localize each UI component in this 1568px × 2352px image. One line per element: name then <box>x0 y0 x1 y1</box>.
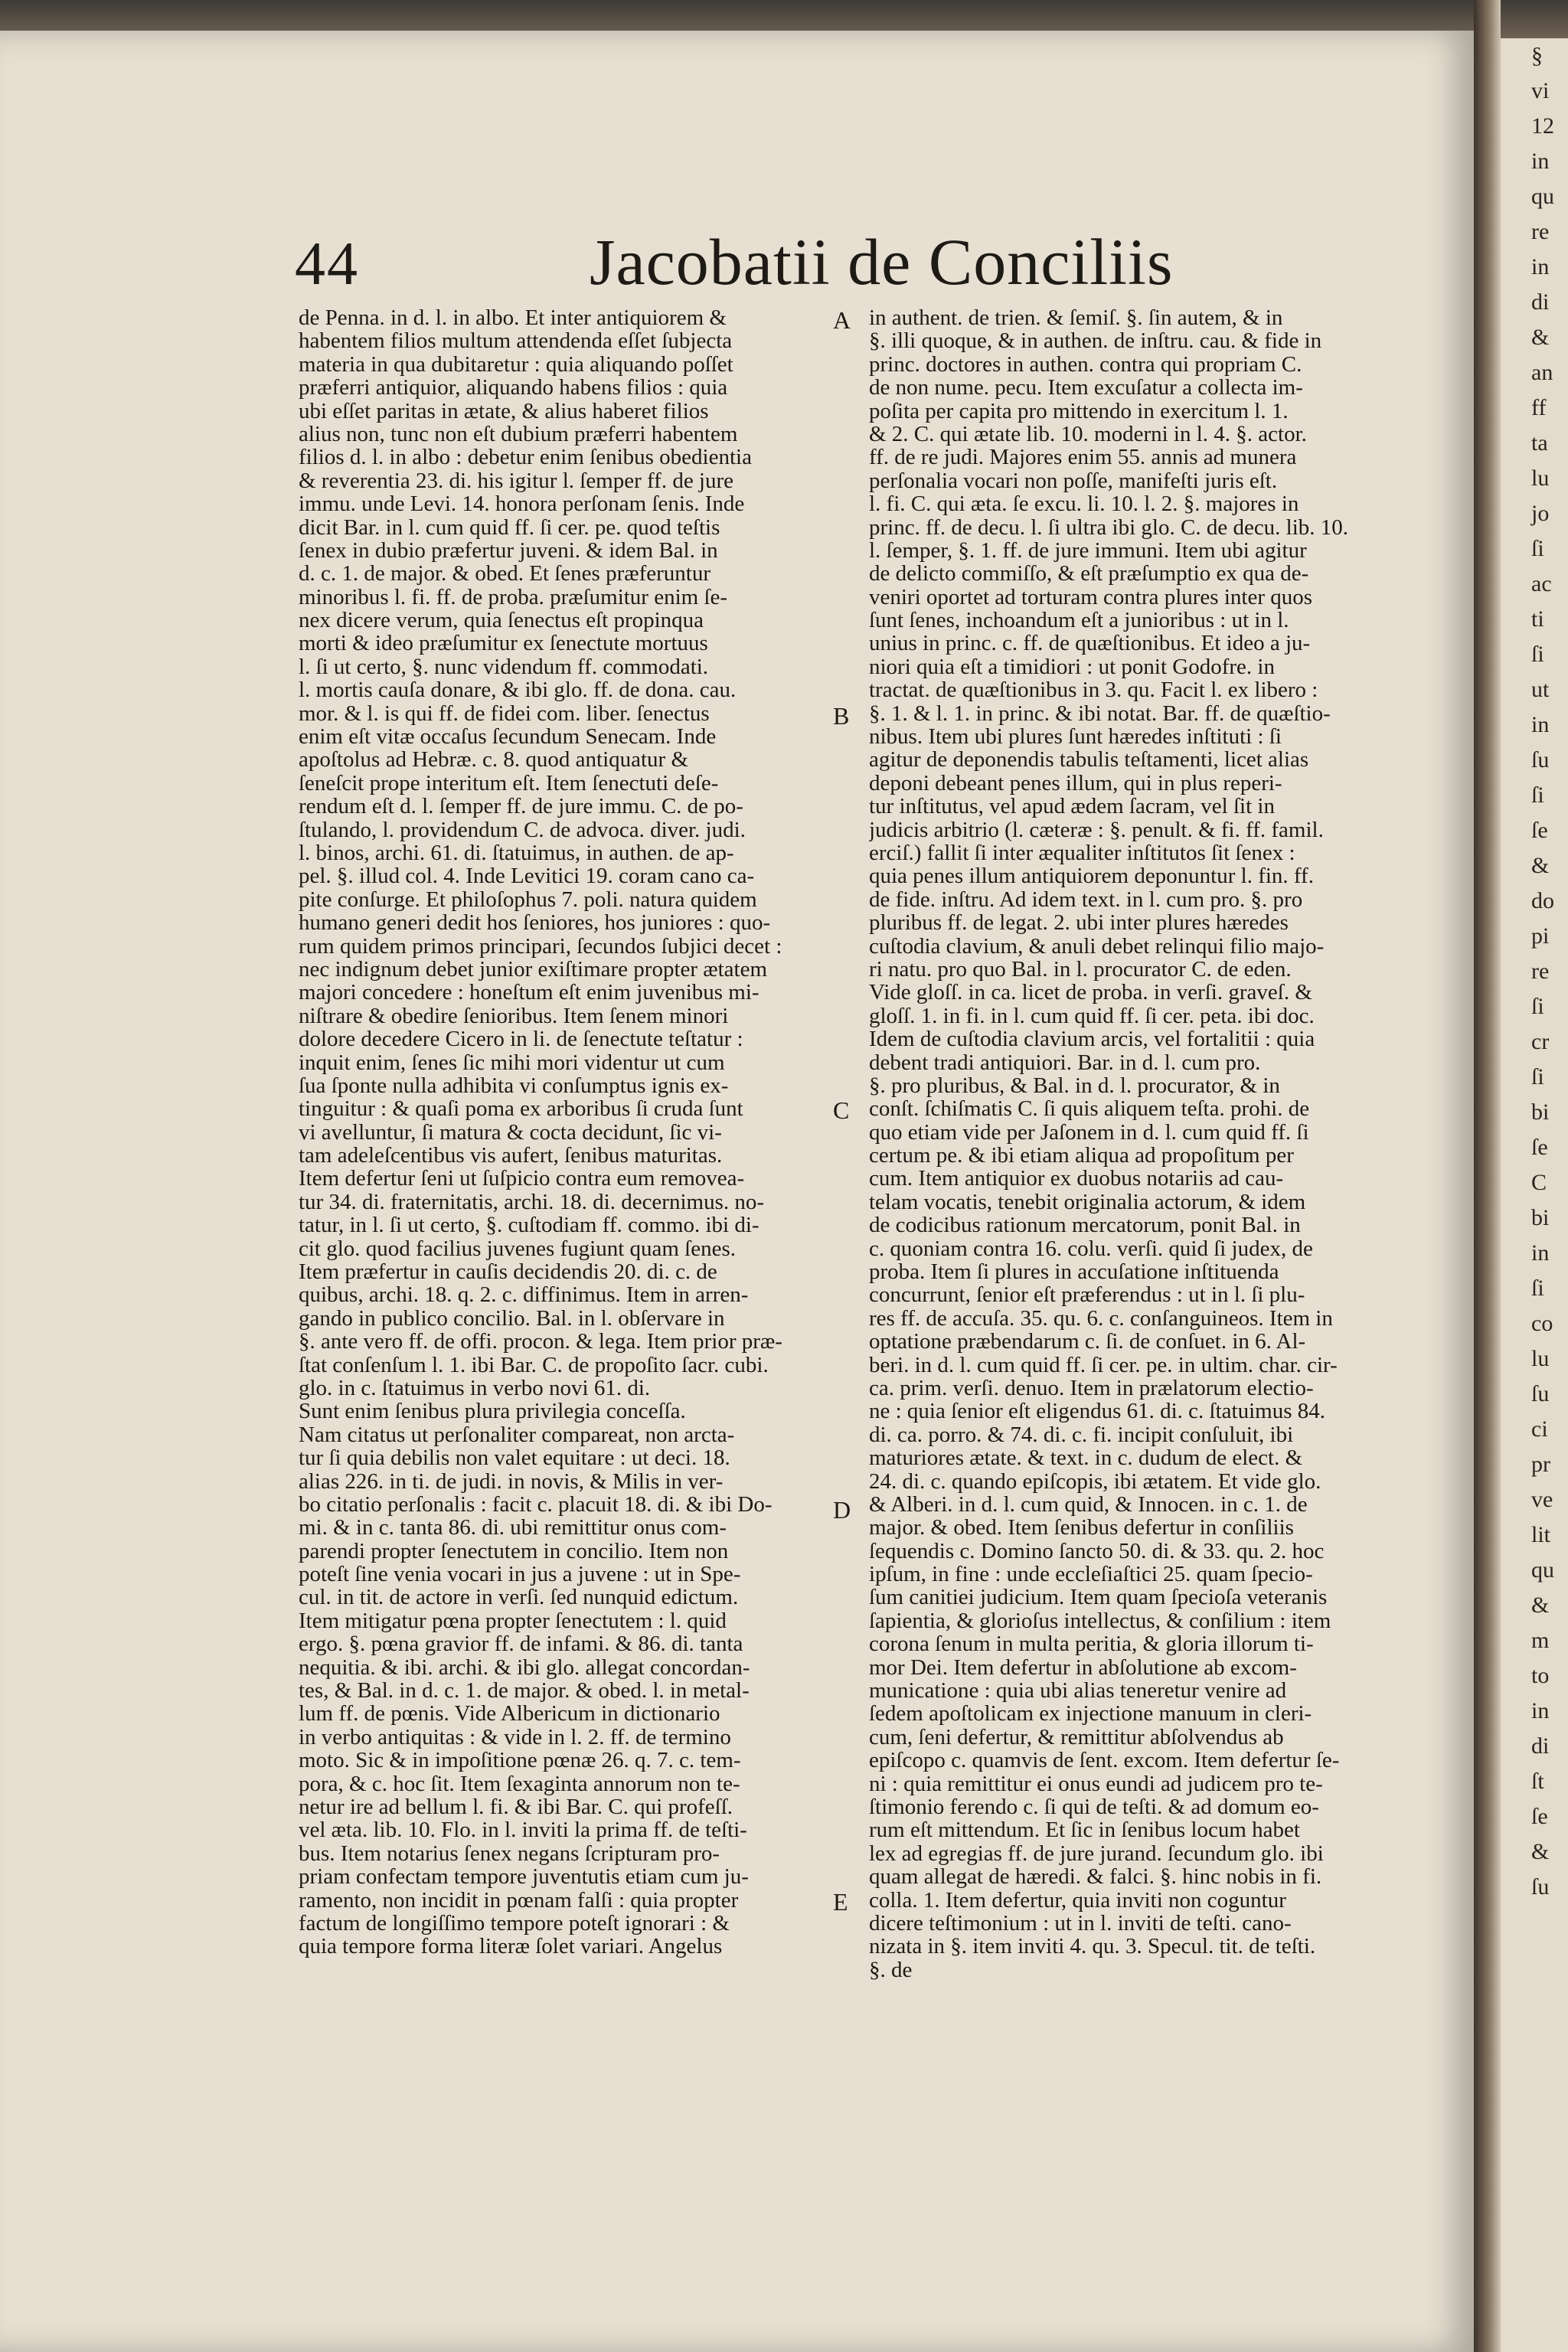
text-line: 24. di. c. quando epiſcopis, ibi ætatem. Et vide glo. <box>869 1469 1321 1493</box>
facing-page-fragment: di <box>1531 1733 1550 1759</box>
text-line: mi. & in c. tanta 86. di. ubi remittitur onus com- <box>299 1516 727 1540</box>
text-line: §. pro pluribus, & Bal. in d. l. procurator, & in <box>869 1073 1280 1098</box>
text-line: princ. ff. de decu. l. ſi ultra ibi glo. C. de decu. lib. 10. <box>869 515 1349 539</box>
text-line: nec indignum debet junior exiſtimare propter ætatem <box>299 957 768 982</box>
text-line: optatione præbendarum c. ſi. de conſuet. in 6. Al- <box>869 1330 1306 1354</box>
text-line: telam vocatis, tenebit originalia actorum, & idem <box>869 1190 1306 1214</box>
facing-page-fragment: cr <box>1531 1029 1550 1054</box>
text-line: vel æta. lib. 10. Flo. in l. inviti la prima ff. de teſti- <box>299 1818 747 1842</box>
margin-letter-e: E <box>833 1888 848 1916</box>
text-line: ſum canitiei judicium. Item quam ſpecioſa veteranis <box>869 1586 1328 1609</box>
text-line: tur 34. di. fraternitatis, archi. 18. di. decernimus. no- <box>299 1190 765 1214</box>
facing-page-fragment: ſi <box>1531 1276 1544 1301</box>
margin-letter-b: B <box>833 702 850 730</box>
text-line: di. ca. porro. & 74. di. c. fi. incipit conſuluit, ibi <box>869 1423 1294 1447</box>
text-line: parendi propter ſenectutem in concilio. Item non <box>299 1539 729 1563</box>
right-text-column <box>869 306 1401 1981</box>
text-line: de Penna. in d. l. in albo. Et inter antiquiorem & <box>299 306 727 330</box>
facing-page-fragment: qu <box>1531 1557 1554 1583</box>
text-line: de fide. inſtru. Ad idem text. in l. cum pro. §. pro <box>869 887 1303 912</box>
text-line: perſonalia vocari non poſſe, manifeſti juris eſt. <box>869 469 1278 493</box>
text-line: proba. Item ſi plures in accuſatione inſtituenda <box>869 1260 1279 1284</box>
text-line: ſunt ſenes, inchoandum eſt a junioribus : ut in l. <box>869 609 1289 632</box>
text-line: cuſtodia clavium, & anuli debet relinqui filio majo- <box>869 934 1325 958</box>
text-line: immu. unde Levi. 14. honora perſonam ſenis. Inde <box>299 492 745 516</box>
text-line: quia penes illum antiquiorem deponuntur l. fin. ff. <box>869 864 1314 888</box>
text-line: pel. §. illud col. 4. Inde Levitici 19. coram cano ca- <box>299 864 755 888</box>
text-line: & Alberi. in d. l. cum quid, & Innocen. in c. 1. de <box>869 1492 1308 1517</box>
text-line: cul. in tit. de actore in verſi. ſed nunquid edictum. <box>299 1586 739 1609</box>
text-line: quia tempore forma literæ ſolet variari. Angelus <box>299 1935 723 1958</box>
text-line: §. 1. & l. 1. in princ. & ibi notat. Bar. ff. de quæſtio- <box>869 701 1331 726</box>
facing-page-fragment: ſi <box>1531 642 1544 667</box>
text-line: Item mitigatur pœna propter ſenectutem : l. quid <box>299 1609 727 1633</box>
text-line: materia in qua dubitaretur : quia aliquando poſſet <box>299 352 733 377</box>
facing-page-fragment: in <box>1531 254 1550 279</box>
margin-letter-c: C <box>833 1096 850 1124</box>
text-line: ne : quia ſenior eſt eligendus 61. di. c. ſtatuimus 84. <box>869 1400 1326 1423</box>
facing-page-fragment: ti <box>1531 606 1544 632</box>
facing-page-edge <box>1501 38 1568 2352</box>
text-line: rendum eſt d. l. ſemper ff. de jure immu. C. de po- <box>299 795 743 818</box>
text-line: pora, & c. hoc ſit. Item ſexaginta annorum non te- <box>299 1772 740 1795</box>
text-line: ſtat conſenſum l. 1. ibi Bar. C. de propoſito ſacr. cubi. <box>299 1353 769 1377</box>
facing-page-fragment: C <box>1531 1170 1547 1195</box>
text-line: cum, ſeni defertur, & remittitur abſolvendus ab <box>869 1725 1284 1749</box>
text-line: bo citatio perſonalis : facit c. placuit 18. di. & ibi Do- <box>299 1492 773 1517</box>
facing-page-fragment: in <box>1531 712 1550 737</box>
text-line: in verbo antiquitas : & vide in l. 2. ff. de termino <box>299 1725 731 1749</box>
text-line: erciſ.) fallit ſi inter æqualiter inſtitutos ſit ſenex : <box>869 841 1295 865</box>
text-line: epiſcopo c. quamvis de ſent. excom. Item defertur ſe- <box>869 1749 1340 1772</box>
text-line: ſtimonio ferendo c. ſi qui de teſti. & ad domum eo- <box>869 1795 1319 1819</box>
text-line: pluribus ff. de legat. 2. ubi inter plures hæredes <box>869 911 1289 935</box>
facing-page-fragment: ta <box>1531 430 1548 456</box>
text-line: major. & obed. Item ſenibus defertur in conſiliis <box>869 1516 1294 1540</box>
text-line: gloſſ. 1. in fi. in l. cum quid ff. ſi cer. peta. ibi doc. <box>869 1004 1315 1028</box>
text-line: §. illi quoque, & in authen. de inſtru. cau. & fide in <box>869 329 1322 353</box>
text-line: majori concedere : honeſtum eſt enim juvenibus mi- <box>299 981 760 1004</box>
text-line: maturiores ætate. & text. in c. dudum de elect. & <box>869 1446 1303 1470</box>
text-line: debent tradi antiquiori. Bar. in d. l. cum pro. <box>869 1050 1261 1074</box>
page-number: 44 <box>295 230 359 298</box>
text-line: princ. doctores in authen. contra qui propriam C. <box>869 352 1302 377</box>
facing-page-fragment: ſu <box>1531 1381 1550 1406</box>
text-line: ipſum, in fine : unde eccleſiaſtici 25. quam ſpecio- <box>869 1563 1313 1586</box>
text-line: unius in princ. c. ff. de quæſtionibus. Et ideo a ju- <box>869 632 1311 655</box>
facing-page-fragment: in <box>1531 1698 1550 1723</box>
facing-page-fragment: pi <box>1531 923 1550 949</box>
text-line: moto. Sic & in impoſitione pœnæ 26. q. 7. c. tem- <box>299 1749 741 1772</box>
facing-page-fragment: & <box>1531 1839 1550 1864</box>
text-line: conſt. ſchiſmatis C. ſi quis aliquem teſta. prohi. de <box>869 1097 1310 1121</box>
facing-page-fragment: & <box>1531 325 1550 350</box>
facing-page-fragment: ff <box>1531 395 1547 420</box>
text-line: deponi debeant penes illum, qui in plus reperi- <box>869 771 1282 795</box>
text-line: mor. & l. is qui ff. de fidei com. liber. ſenectus <box>299 701 710 726</box>
text-line: §. de <box>869 1958 913 1982</box>
text-line: ſua ſponte nulla adhibita vi conſumptus ignis ex- <box>299 1073 729 1098</box>
text-line: l. ſemper, §. 1. ff. de jure immuni. Item ubi agitur <box>869 538 1307 563</box>
facing-page-fragment: vi <box>1531 78 1550 103</box>
text-line: veniri oportet ad torturam contra plures inter quos <box>869 585 1313 609</box>
text-line: l. fi. C. qui æta. ſe excu. li. 10. l. 2. §. majores in <box>869 492 1299 516</box>
facing-page-fragment: to <box>1531 1663 1550 1688</box>
text-line: beri. in d. l. cum quid ff. ſi cer. pe. in ultim. char. cir- <box>869 1353 1338 1377</box>
text-line: lex ad egregias ff. de jure jurand. ſecundum glo. ibi <box>869 1841 1324 1866</box>
facing-page-fragment: ſi <box>1531 782 1544 808</box>
text-line: municatione : quia ubi alias teneretur venire ad <box>869 1679 1287 1703</box>
text-line: dicit Bar. in l. cum quid ff. ſi cer. pe. quod teſtis <box>299 515 720 539</box>
text-line: quibus, archi. 18. q. 2. c. diffinimus. Item in arren- <box>299 1283 749 1307</box>
text-line: netur ire ad bellum l. fi. & ibi Bar. C. qui profeſſ. <box>299 1795 733 1819</box>
facing-page-fragment: ac <box>1531 571 1552 596</box>
text-line: ſtulando, l. providendum C. de advoca. diver. judi. <box>299 818 746 841</box>
text-line: certum pe. & ibi etiam aliqua ad propoſitum per <box>869 1144 1294 1168</box>
facing-page-fragment: jo <box>1531 501 1550 526</box>
facing-page-fragment: ſi <box>1531 1064 1544 1089</box>
text-line: cum. Item antiquior ex duobus notariis ad cau- <box>869 1167 1284 1191</box>
text-line: factum de longiſſimo tempore poteſt ignorari : & <box>299 1911 730 1936</box>
text-line: ſapientia, & glorioſus intellectus, & conſilium : item <box>869 1609 1331 1633</box>
text-line: ſedem apoſtolicam ex injectione manuum in cleri- <box>869 1702 1312 1726</box>
text-line: nibus. Item ubi plures ſunt hæredes inſtituti : ſi <box>869 725 1282 749</box>
facing-page-fragment: ci <box>1531 1416 1548 1442</box>
facing-page-fragment: lu <box>1531 1346 1550 1371</box>
text-line: colla. 1. Item defertur, quia inviti non coguntur <box>869 1888 1286 1912</box>
text-line: niſtrare & obedire ſenioribus. Item ſenem minori <box>299 1004 729 1028</box>
facing-page-fragment: 12 <box>1531 113 1554 139</box>
text-line: & reverentia 23. di. his igitur l. ſemper ff. de jure <box>299 469 734 493</box>
text-line: in authent. de trien. & ſemiſ. §. ſin autem, & in <box>869 306 1283 330</box>
text-line: agitur de deponendis tabulis teſtamenti, licet alias <box>869 748 1309 772</box>
text-line: tam adeleſcentibus vis aufert, ſenibus maturitas. <box>299 1144 723 1168</box>
text-line: Item defertur ſeni ut ſuſpicio contra eum removea- <box>299 1167 745 1191</box>
left-text-column <box>299 306 831 1958</box>
facing-page-fragment: m <box>1531 1628 1550 1653</box>
text-line: gando in publico concilio. Bal. in l. obſervare in <box>299 1306 725 1331</box>
text-line: Idem de cuſtodia clavium arcis, vel fortalitii : quia <box>869 1027 1315 1051</box>
text-line: niori quia eſt a timidiori : ut ponit Godofre. in <box>869 655 1275 679</box>
facing-page-fragment: in <box>1531 1240 1550 1266</box>
text-line: nequitia. & ibi. archi. & ibi glo. allegat concordan- <box>299 1655 750 1680</box>
facing-page-fragment: & <box>1531 853 1550 878</box>
facing-page-fragment: & <box>1531 1592 1550 1618</box>
facing-page-fragment: ſi <box>1531 994 1544 1019</box>
text-line: ni : quia remittitur ei onus eundi ad judicem pro te- <box>869 1772 1323 1795</box>
facing-page-fragment: ſi <box>1531 536 1544 561</box>
text-line: ſenex in dubio præfertur juveni. & idem Bal. in <box>299 538 718 563</box>
text-line: Sunt enim ſenibus plura privilegia conceſſa. <box>299 1400 686 1423</box>
facing-page-fragment: ſu <box>1531 1874 1550 1900</box>
facing-page-fragment: lu <box>1531 466 1550 491</box>
text-line: inquit enim, ſenes ſic mihi mori videntur ut cum <box>299 1050 725 1074</box>
text-line: minoribus l. fi. ff. de proba. præſumitur enim ſe- <box>299 585 728 609</box>
text-line: tur ſi quia debilis non valet equitare : ut deci. 18. <box>299 1446 730 1470</box>
facing-page-fragment: ve <box>1531 1487 1553 1512</box>
text-line: pite conſurge. Et philoſophus 7. poli. natura quidem <box>299 887 757 912</box>
facing-page-fragment: ſt <box>1531 1769 1544 1794</box>
facing-page-fragment: bi <box>1531 1205 1550 1230</box>
text-line: corona ſenum in multa peritia, & gloria illorum ti- <box>869 1632 1314 1656</box>
facing-page-fragment: lit <box>1531 1522 1551 1547</box>
text-line: cit glo. quod facilius juvenes fugiunt quam ſenes. <box>299 1236 737 1261</box>
margin-letter-a: A <box>833 306 851 334</box>
text-line: l. binos, archi. 61. di. ſtatuimus, in authen. de ap- <box>299 841 734 865</box>
text-line: ff. de re judi. Majores enim 55. annis ad munera <box>869 446 1297 469</box>
text-line: §. ante vero ff. de offi. procon. & lega. Item prior præ- <box>299 1330 782 1354</box>
text-line: alias 226. in ti. de judi. in novis, & Milis in ver- <box>299 1469 724 1493</box>
text-line: lum ff. de pœnis. Vide Albericum in dictionario <box>299 1702 720 1726</box>
text-line: l. mortis cauſa donare, & ibi glo. ff. de dona. cau. <box>299 678 737 702</box>
text-line: ubi eſſet paritas in ætate, & alius haberet filios <box>299 399 709 423</box>
text-line: c. quoniam contra 16. colu. verſi. quid ſi judex, de <box>869 1236 1313 1261</box>
facing-page-fragment: ſe <box>1531 818 1548 843</box>
text-line: ergo. §. pœna gravior ff. de infami. & 86. di. tanta <box>299 1632 743 1656</box>
facing-page-fragment: di <box>1531 289 1550 315</box>
text-line: dicere teſtimonium : ut in l. inviti de teſti. cano- <box>869 1911 1292 1936</box>
text-line: rum quidem primos principari, ſecundos ſubjici decet : <box>299 934 782 958</box>
text-line: l. ſi ut certo, §. nunc videndum ff. commodati. <box>299 655 709 679</box>
text-line: judicis arbitrio (l. cæteræ : §. penult. & fi. ff. famil. <box>869 818 1324 841</box>
text-line: Nam citatus ut perſonaliter compareat, non arcta- <box>299 1423 735 1447</box>
text-line: bus. Item notarius ſenex negans ſcripturam pro- <box>299 1841 720 1866</box>
text-line: dolore decedere Cicero in li. de ſenectute teſtatur : <box>299 1027 743 1051</box>
text-line: & 2. C. qui ætate lib. 10. moderni in l. 4. §. actor. <box>869 422 1307 446</box>
text-line: habentem filios multum attendenda eſſet ſubjecta <box>299 329 733 353</box>
text-line: alius non, tunc non eſt dubium præferri habentem <box>299 422 738 446</box>
text-line: de codicibus rationum mercatorum, ponit Bal. in <box>869 1214 1301 1237</box>
text-line: humano generi dedit hos ſeniores, hos juniores : quo- <box>299 911 771 935</box>
text-line: de non nume. pecu. Item excuſatur a collecta im- <box>869 376 1303 400</box>
facing-page-fragment: re <box>1531 959 1550 984</box>
text-line: poſita per capita pro mittendo in exercitum l. 1. <box>869 399 1289 423</box>
facing-page-fragment: pr <box>1531 1452 1550 1477</box>
text-line: concurrunt, ſenior eſt præferendus : ut in l. ſi plu- <box>869 1283 1305 1307</box>
text-line: vi avelluntur, ſi matura & cocta decidunt, ſic vi- <box>299 1120 722 1145</box>
text-line: tinguitur : & quaſi poma ex arboribus ſi cruda ſunt <box>299 1097 743 1121</box>
text-line: ca. prim. verſi. denuo. Item in prælatorum electio- <box>869 1376 1314 1400</box>
text-line: nizata in §. item inviti 4. qu. 3. Specul. tit. de teſti. <box>869 1935 1316 1958</box>
text-line: nex dicere verum, quia ſenectus eſt propinqua <box>299 609 704 632</box>
facing-page-fragment: an <box>1531 360 1553 385</box>
text-line: morti & ideo præſumitur ex ſenectute mortuus <box>299 632 708 655</box>
text-line: ſeneſcit prope interitum eſt. Item ſenectuti deſe- <box>299 771 719 795</box>
text-line: res ff. de accuſa. 35. qu. 6. c. conſanguineos. Item in <box>869 1306 1333 1331</box>
text-line: præferri antiquior, aliquando habens filios : quia <box>299 376 728 400</box>
text-line: tractat. de quæſtionibus in 3. qu. Facit l. ex libero : <box>869 678 1318 702</box>
text-line: rum eſt mittendum. Et ſic in ſenibus locum habet <box>869 1818 1300 1842</box>
facing-page-fragment: ſe <box>1531 1135 1548 1160</box>
facing-page-fragment: ut <box>1531 677 1550 702</box>
facing-page-fragment: § <box>1531 43 1543 68</box>
text-line: quo etiam vide per Jaſonem in d. l. cum quid ff. ſi <box>869 1120 1309 1145</box>
text-line: apoſtolus ad Hebræ. c. 8. quod antiquatur & <box>299 748 689 772</box>
margin-letter-d: D <box>833 1496 851 1524</box>
text-line: filios d. l. in albo : debetur enim ſenibus obedientia <box>299 446 752 469</box>
text-line: Item præfertur in cauſis decidendis 20. di. c. de <box>299 1260 717 1284</box>
facing-page-fragment: ſu <box>1531 747 1550 773</box>
text-line: mor Dei. Item defertur in abſolutione ab excom- <box>869 1655 1297 1680</box>
text-line: glo. in c. ſtatuimus in verbo novi 61. di. <box>299 1376 651 1400</box>
text-line: enim eſt vitæ occaſus ſecundum Senecam. Inde <box>299 725 717 749</box>
text-line: Vide gloſſ. in ca. licet de proba. in verſi. graveſ. & <box>869 981 1312 1004</box>
book-gutter <box>1474 0 1501 2352</box>
facing-page-fragment: qu <box>1531 184 1554 209</box>
facing-page-fragment: co <box>1531 1311 1553 1336</box>
text-line: ri natu. pro quo Bal. in l. procurator C. de eden. <box>869 957 1292 982</box>
facing-page-fragment: in <box>1531 149 1550 174</box>
text-line: tatur, in l. ſi ut certo, §. cuſtodiam ff. commo. ibi di- <box>299 1214 760 1237</box>
text-line: ramento, non incidit in pœnam falſi : quia propter <box>299 1888 739 1912</box>
facing-page-fragment: re <box>1531 219 1550 244</box>
text-line: d. c. 1. de major. & obed. Et ſenes præferuntur <box>299 562 710 586</box>
text-line: ſequendis c. Domino ſancto 50. di. & 33. qu. 2. hoc <box>869 1539 1325 1563</box>
running-head: Jacobatii de Conciliis <box>590 225 1174 299</box>
text-line: de delicto commiſſo, & eſt præſumptio ex qua de- <box>869 562 1309 586</box>
facing-page-fragment: ſe <box>1531 1804 1548 1829</box>
text-line: priam confectam tempore juventutis etiam cum ju- <box>299 1865 749 1889</box>
text-line: poteſt ſine venia vocari in jus a juvene : ut in Spe- <box>299 1563 741 1586</box>
text-line: tes, & Bal. in d. c. 1. de major. & obed. l. in metal- <box>299 1679 750 1703</box>
facing-page-fragment: bi <box>1531 1099 1550 1125</box>
text-line: tur inſtitutus, vel apud ædem ſacram, vel ſit in <box>869 795 1275 818</box>
text-line: quam allegat de hæredi. & falci. §. hinc nobis in fi. <box>869 1865 1322 1889</box>
facing-page-fragment: do <box>1531 888 1554 913</box>
